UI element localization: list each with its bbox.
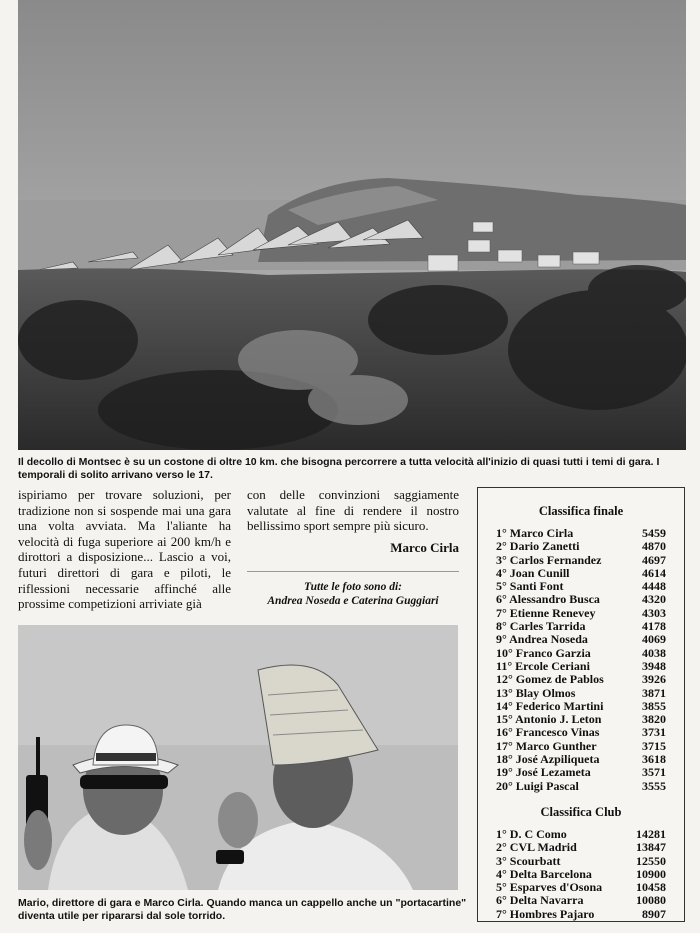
list-item: 3° Scourbatt 12550 — [496, 853, 666, 868]
photo-credits-label: Tutte le foto sono di: — [304, 581, 402, 594]
author-signature: Marco Cirla — [390, 539, 459, 555]
list-item: 7° Etienne Renevey 4303 — [496, 605, 666, 620]
article-text-2: con delle convinzioni saggiamente valutate al fine di rendere il nostro bellissimo sport sempre più sicuro. — [247, 487, 459, 534]
landscape-photo — [18, 0, 686, 450]
divider — [247, 571, 459, 572]
list-item: 10° Franco Garzia 4038 — [496, 645, 666, 660]
article-column-2 — [247, 487, 459, 608]
list-item: 7° Hombres Pajaro 8907 — [496, 906, 666, 921]
article-column-1 — [18, 487, 231, 612]
list-item: 14° Federico Martini 3855 — [496, 698, 666, 713]
list-item: 1° D. C Como 14281 — [496, 826, 666, 841]
bottom-photo-caption: Mario, direttore di gara e Marco Cirla. Quando manca un cappello anche un "portacartine" diventa utile per ripararsi dal sole torrido. — [18, 897, 467, 922]
results-box — [477, 487, 685, 922]
list-item: 4° Joan Cunill 4614 — [496, 565, 666, 580]
list-item: 15° Antonio J. Leton 3820 — [496, 712, 666, 727]
list-item: 6° Delta Navarra 10080 — [496, 893, 666, 908]
list-item: 17° Marco Gunther 3715 — [496, 738, 666, 753]
photo-credits-names: Andrea Noseda e Caterina Guggiari — [267, 595, 439, 608]
list-item: 8° Carles Tarrida 4178 — [496, 619, 666, 634]
list-item: 19° José Lezameta 3571 — [496, 765, 666, 780]
list-item: 11° Ercole Ceriani 3948 — [496, 658, 666, 673]
list-item: 4° Delta Barcelona 10900 — [496, 866, 666, 881]
club-ranking-list — [478, 828, 684, 921]
list-item: 16° Francesco Vinas 3731 — [496, 725, 666, 740]
list-item: 2° CVL Madrid 13847 — [496, 840, 666, 855]
list-item: 18° José Azpiliqueta 3618 — [496, 752, 666, 767]
portrait-photo — [18, 625, 458, 890]
list-item: 6° Alessandro Busca 4320 — [496, 592, 666, 607]
final-ranking-list — [478, 527, 684, 793]
top-photo-caption: Il decollo di Montsec è su un costone di oltre 10 km. che bisogna percorrere a tutta velocità all'inizio di quasi tutti i temi di gara. I temporali di solito arrivano verso le 17. — [18, 456, 660, 481]
list-item: 1° Marco Cirla 5459 — [496, 526, 666, 540]
list-item: 2° Dario Zanetti 4870 — [496, 539, 666, 554]
list-item: 13° Blay Olmos 3871 — [496, 685, 666, 700]
list-item: 5° Esparves d'Osona 10458 — [496, 880, 666, 895]
final-ranking-title: Classifica finale — [538, 504, 624, 518]
list-item: 9° Andrea Noseda 4069 — [496, 632, 666, 647]
list-item: 3° Carlos Fernandez 4697 — [496, 552, 666, 567]
list-item: 20° Luigi Pascal 3555 — [496, 778, 666, 793]
club-ranking-title: Classifica Club — [540, 804, 622, 819]
article-text-1: ispiriamo per trovare soluzioni, per tradizione non si sospende mai una gara una volta avviata. Ma l'aliante ha velocità di fuga superiore ai 200 km/h e dirottori a disposizione... Lascio a voi, futuri direttori di gara e piloti, le riflessioni necessarie affinché alle prossime competizioni arriviate già — [18, 487, 231, 612]
list-item: 5° Santi Font 4448 — [496, 579, 666, 594]
list-item: 12° Gomez de Pablos 3926 — [496, 672, 666, 687]
